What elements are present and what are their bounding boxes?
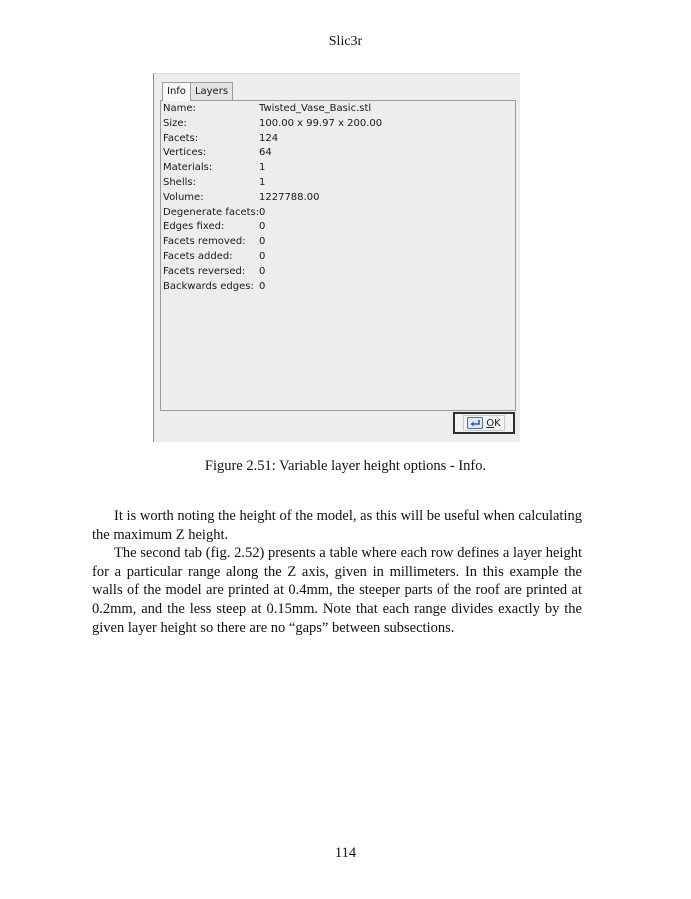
info-label: Degenerate facets: <box>163 206 260 218</box>
info-label: Facets reversed: <box>163 265 246 277</box>
info-value: 0 <box>259 280 266 292</box>
paragraph: The second tab (fig. 2.52) presents a table where each row defines a layer height for a particular range along the Z axis, given in millimeters. In this example the walls of the model are printed at 0.4mm, the steeper parts of the roof are printed at 0.2mm, and the less steep at 0.15mm. Note that each range divides exactly by the given layer height so there are no “gaps” between subsections. <box>92 545 582 636</box>
ok-return-arrow-icon <box>467 417 483 429</box>
info-value: 1 <box>259 162 266 174</box>
info-value: 0 <box>259 206 266 218</box>
info-label: Shells: <box>163 176 196 188</box>
info-value: 124 <box>259 132 279 144</box>
info-row <box>163 176 382 191</box>
info-row <box>163 235 382 250</box>
info-row <box>163 146 382 161</box>
ok-button-face <box>463 415 504 431</box>
info-value: 0 <box>259 250 266 262</box>
paragraph: It is worth noting the height of the model, as this will be useful when calculating the maximum Z height. <box>92 508 582 543</box>
info-row <box>163 206 382 221</box>
info-row <box>163 102 382 117</box>
running-header: Slic3r <box>328 34 363 49</box>
info-row <box>163 132 382 147</box>
info-value: 1227788.00 <box>259 191 320 203</box>
info-value: 1 <box>259 176 266 188</box>
info-value: 64 <box>259 147 272 159</box>
info-row <box>163 161 382 176</box>
info-label: Volume: <box>163 191 204 203</box>
info-row <box>163 117 382 132</box>
info-panel <box>160 100 516 411</box>
page-number: 114 <box>334 845 357 861</box>
info-row <box>163 280 382 295</box>
info-label: Materials: <box>163 162 213 174</box>
info-label: Name: <box>163 103 196 114</box>
info-list <box>163 102 382 294</box>
info-value: 0 <box>259 265 266 277</box>
info-value: Twisted_Vase_Basic.stl <box>259 103 372 114</box>
info-row <box>163 250 382 265</box>
info-label: Size: <box>163 117 187 129</box>
ok-button-label: OK <box>486 417 501 429</box>
info-value: 0 <box>259 236 266 248</box>
tab-bar <box>162 82 233 100</box>
info-label: Facets: <box>163 132 199 144</box>
info-label: Backwards edges: <box>163 280 254 292</box>
ok-button[interactable] <box>453 412 515 434</box>
tab-layers[interactable]: Layers <box>190 82 233 100</box>
body-text <box>92 507 582 637</box>
info-value: 0 <box>259 221 266 233</box>
tab-info[interactable]: Info <box>162 82 191 101</box>
info-row <box>163 265 382 280</box>
figure-caption: Figure 2.51: Variable layer height options - Info. <box>204 458 487 474</box>
info-row <box>163 191 382 206</box>
object-info-dialog <box>153 73 520 442</box>
info-label: Edges fixed: <box>163 221 225 233</box>
info-label: Facets removed: <box>163 236 246 248</box>
info-value: 100.00 x 99.97 x 200.00 <box>259 117 383 129</box>
info-label: Facets added: <box>163 250 233 262</box>
info-row <box>163 220 382 235</box>
info-label: Vertices: <box>163 147 207 159</box>
